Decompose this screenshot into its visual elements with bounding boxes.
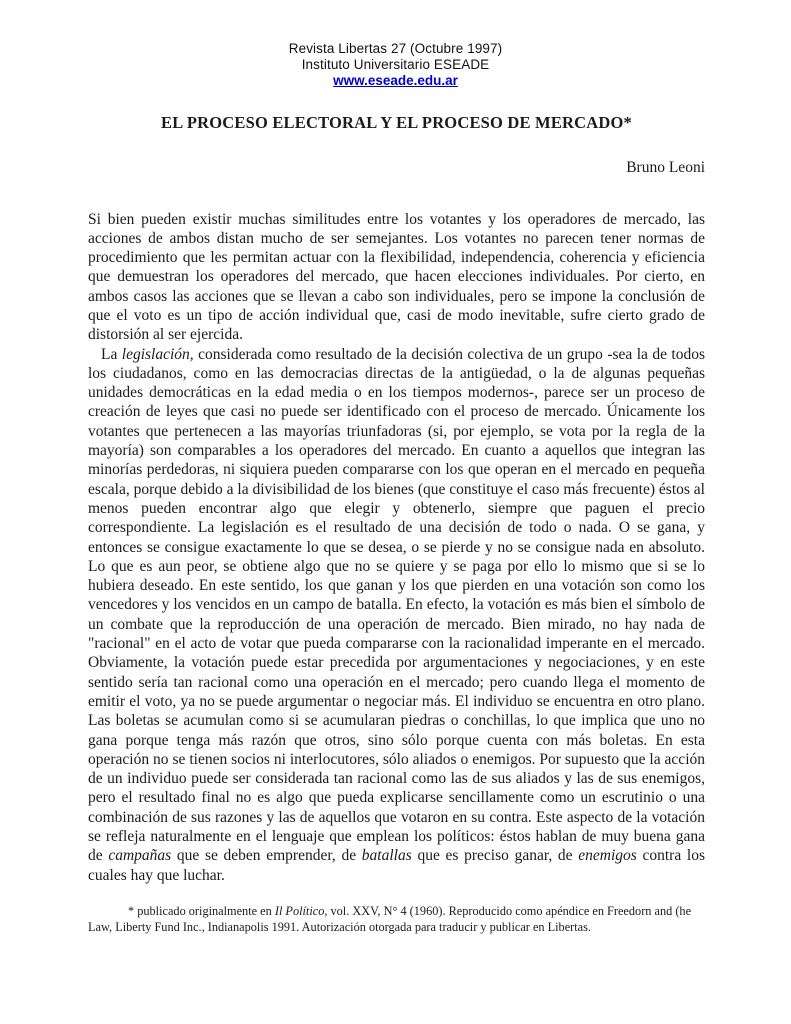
- article-body: [88, 210, 705, 885]
- author-name: Bruno Leoni: [626, 158, 705, 176]
- footnote-block: [88, 903, 705, 935]
- document-header: [0, 0, 791, 89]
- website-link[interactable]: www.eseade.edu.ar: [333, 73, 458, 88]
- article-title: EL PROCESO ELECTORAL Y EL PROCESO DE MERCADO*: [161, 112, 632, 132]
- paragraph-2: La legislación, considerada como resultado de la decisión colectiva de un grupo -sea la de todos los ciudadanos, como en las democracias directas de la antigüedad, o la de algunas pequeñas unidades democráticas en la edad media o en los tiempos modernos-, parece ser un proceso de creación de leyes que casi no puede ser identificado con el proceso de mercado. Únicamente los votantes que pertenecen a las mayorías triunfadoras (si, por ejemplo, se vota por la regla de la mayoría) son comparables a los operadores del mercado. En cuanto a aquellos que integran las minorías perdedoras, ni siquiera pueden compararse con los que operan en el mercado en pequeña escala, porque debido a la divisibilidad de los bienes (que constituye el caso más frecuente) éstos al menos pueden encontrar algo que elegir y obtenerlo, siempre que paguen el precio correspondiente. La legislación es el resultado de una decisión de todo o nada. O se gana, y entonces se consigue exactamente lo que se desea, o se pierde y no se consigue nada en absoluto. Lo que es aun peor, se obtiene algo que no se quiere y se paga por ello lo mismo que si se lo hubiera deseado. En este sentido, los que ganan y los que pierden en una votación son como los vencedores y los vencidos en un campo de batalla. En efecto, la votación es más bien el símbolo de un combate que la reproducción de una operación de mercado. Bien mirado, no hay nada de "racional" en el acto de votar que pueda compararse con la racionalidad imperante en el mercado. Obviamente, la votación puede estar precedida por argumentaciones y negociaciones, y en este sentido sería tan racional como una operación en el mercado; pero cuando llega el momento de emitir el voto, ya no se puede argumentar o negociar más. El individuo se encuentra en otro plano. Las boletas se acumulan como si se acumularan piedras o conchillas, lo que implica que uno no gana porque tenga más razón que otros, sino sólo porque cuenta con más boletas. En esta operación no se tienen socios ni interlocutores, sólo aliados o enemigos. Por supuesto que la acción de un individuo puede ser considerada tan racional como las de sus aliados y las de sus enemigos, pero el resultado final no es algo que pueda explicarse sencillamente como un escrutinio o una combinación de sus razones y las de aquellos que votaron en su contra. Este aspecto de la votación se refleja naturalmente en el lenguaje que emplean los políticos: éstos hablan de muy buena gana de campañas que se deben emprender, de batallas que es preciso ganar, de enemigos contra los cuales hay que luchar.: [88, 345, 705, 884]
- paragraph-1: Si bien pueden existir muchas similitudes entre los votantes y los operadores de mercado, las acciones de ambos distan mucho de ser semejantes. Los votantes no parecen tener normas de procedimiento que les permitan actuar con la flexibilidad, independencia, coherencia y eficiencia que demuestran los operadores del mercado, que hacen elecciones individuales. Por cierto, en ambos casos las acciones que se llevan a cabo son individuales, pero se impone la conclusión de que el voto es un tipo de acción individual que, casi de modo inevitable, sufre cierto grado de distorsión al ser ejercida.: [88, 210, 705, 344]
- footnote-text: * publicado originalmente en Il Político, vol. XXV, N° 4 (1960). Reproducido como apéndice en Freedorn and (he Law, Liberty Fund Inc., Indianapolis 1991. Autorización otorgada para traducir y publicar en Libertas.: [88, 903, 692, 934]
- institute-name: Instituto Universitario ESEADE: [301, 56, 490, 72]
- journal-title: Revista Libertas 27 (Octubre 1997): [288, 41, 503, 56]
